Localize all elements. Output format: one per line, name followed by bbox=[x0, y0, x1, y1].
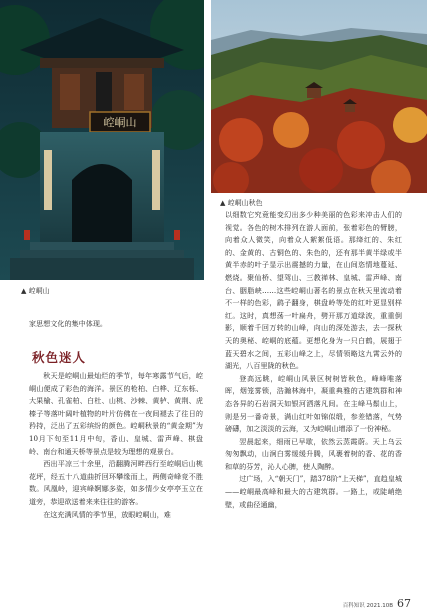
paragraph: 秋天是崆峒山最灿烂的季节，每年寒露节气后，崆峒山便成了彩色的海洋。景区的枪柏、白桦、辽东栎、大果榆、孔雀柏、白杜、山桃、沙棘、黄栌、黄荆、虎榛子等落叶阔叶植物的叶片仿佛在一夜间褪去了往日的矜持，泛出了五彩缤纷的颜色。崆峒秋景的“黄金期”为10月下旬至11月中旬，香山、皇城、雷声峰、棋盘岭、南台和通天桥等景点是较为理想的观景台。 bbox=[29, 371, 203, 456]
page-number: 67 bbox=[397, 597, 411, 610]
right-text-column bbox=[225, 209, 402, 511]
paragraph: 登高远眺，崆峒山风景区树树皆秋色，峰峰唯落晖，烟笼雾锁，浩瀚林海中，凝重典雅的古建筑群和神态各异的石岩洞天如银河洒落凡间。在主峰马鬃山上，则是另一番奇景，满山红叶如锦似缎，参差错落，气势磅礴，加之淡淡的云海，又为崆峒山增添了一份神秘。 bbox=[225, 373, 402, 434]
temple-gate-photo bbox=[0, 0, 204, 280]
right-photo-caption: ▲ 崆峒山秋色 bbox=[220, 199, 263, 207]
section-title: 秋色迷人 bbox=[32, 350, 87, 365]
left-text-column bbox=[29, 318, 203, 331]
paragraph: 翌晨起来，细雨已早歇，依然云蒸霞蔚。天上乌云匆匆飘动，山涧白雾缓缓升腾，风裹着树的香、花的香和草的芬芳，沁人心脾，使人陶醉。 bbox=[225, 436, 402, 471]
gate-sign-text: 崆峒山 bbox=[103, 116, 137, 129]
page-footer bbox=[343, 597, 411, 610]
left-body-text bbox=[29, 370, 203, 521]
autumn-mountain-photo bbox=[211, 0, 427, 193]
lead-paragraph: 家思想文化的集中体现。 bbox=[29, 319, 108, 328]
paragraph: 西出平凉三十余里，沿翻腾河畔西行至崆峒后山桃花坪，经五十八道曲折回环攀缘而上，两侧奇峰竞不胜数。风凰岭，迎宾峰婀娜多姿，如多情少女亭亭玉立在道旁，恭迎欲送着来来往往的游客。 bbox=[29, 459, 203, 506]
left-photo-caption: ▲ 崆峒山 bbox=[21, 287, 50, 295]
paragraph: 在这充满风情的季节里，放眼崆峒山，难 bbox=[43, 509, 171, 519]
paragraph: 过广场，入“朝天门”，踏378阶“上天梯”，直趋皇城——崆峒最高峰和最大的古建筑群。一路上，或陡峭绝壁，或曲径通幽， bbox=[225, 474, 403, 509]
paragraph: 以细数它究竟能变幻出多少种美丽的色彩来冲击人们的视觉。各色的树木排列在游人面前，张着彩色的臂膀，向着众人微笑，向着众人絮絮低语。那绛红的、朱红的、金黄的、古铜色的、朱色的，还有那半黄半绿或半黄半赤的叶子显示出震撼的力量，在山间恣情地蔓延、燃烧。聚仙桥、望驾山、三教禅林、皇城、雷声峰、南台、胭脂峡……这些崆峒山著名的景点在秋天里流动着不一样的色彩，鹞子翻身，棋盘岭等处的红叶更显别样红。这时，真想荡一叶扁舟，劈开那万道绿波，重重倒影，顺着千回万转的山峰，向山的深处游去，去一探秋天的奥秘、崆峒的底蕴。更想化身为一只白鹤，展翅于蓝天碧水之间，五彩山峰之上，尽情领略这九霄云外的湖光，八百里陇的秋色。 bbox=[225, 210, 402, 371]
magazine-name: 百科知识 2021.10B bbox=[342, 603, 393, 609]
